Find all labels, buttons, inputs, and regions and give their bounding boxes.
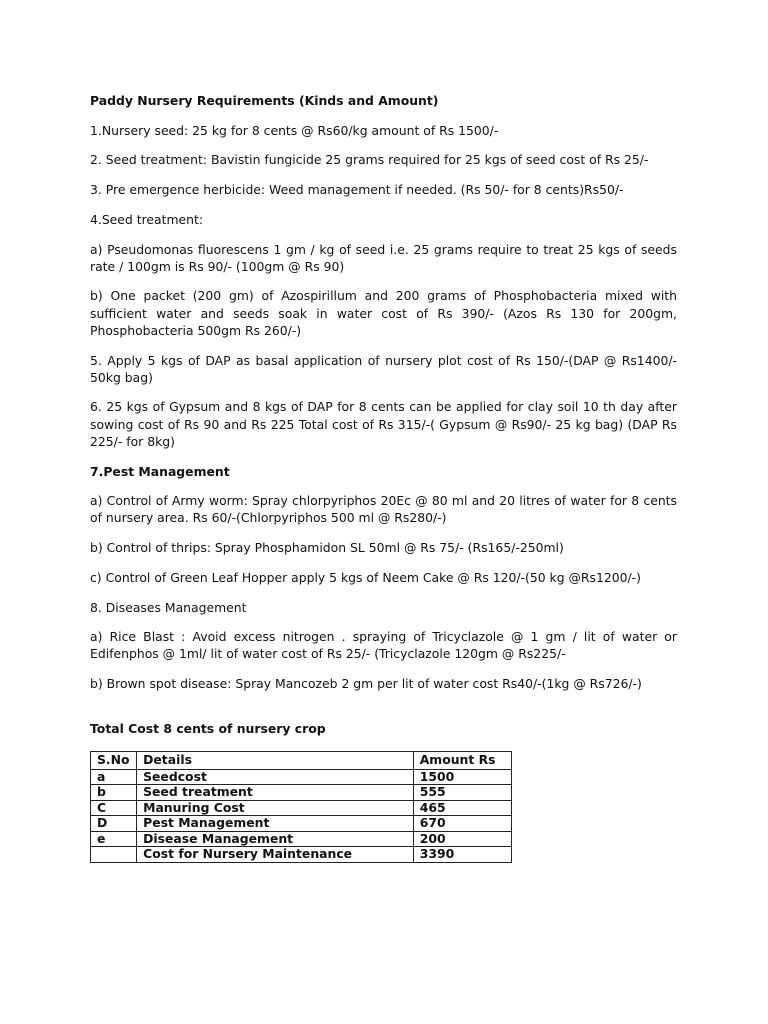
cell-amount: 555	[413, 785, 511, 801]
paragraph-army-worm: a) Control of Army worm: Spray chlorpyriphos 20Ec @ 80 ml and 20 litres of water for 8 cents of nursery area. Rs 60/-(Chlorpyriphos 500 ml @ Rs280/-)	[90, 493, 677, 526]
paragraph-azospirillum: b) One packet (200 gm) of Azospirillum and 200 grams of Phosphobacteria mixed with sufficient water and seeds soak in water cost of Rs 390/- (Azos Rs 130 for 200gm, Phosphobacteria 500gm Rs 260/-)	[90, 288, 677, 338]
pest-management-heading: 7.Pest Management	[90, 463, 230, 479]
table-header-row	[91, 752, 512, 770]
cell-details: Cost for Nursery Maintenance	[137, 847, 414, 863]
cell-details: Manuring Cost	[137, 800, 414, 816]
paragraph-seed-treatment-heading: 4.Seed treatment:	[90, 211, 204, 227]
total-cost-heading: Total Cost 8 cents of nursery crop	[90, 721, 326, 737]
cell-details: Disease Management	[137, 831, 414, 847]
cell-details: Seed treatment	[137, 785, 414, 801]
cell-amount: 3390	[413, 847, 511, 863]
cell-amount: 1500	[413, 769, 511, 785]
cost-table	[90, 751, 512, 863]
paragraph-dap: 5. Apply 5 kgs of DAP as basal application of nursery plot cost of Rs 150/-(DAP @ Rs1400/- 50kg bag)	[90, 352, 677, 385]
table-row	[91, 831, 512, 847]
paragraph-rice-blast: a) Rice Blast : Avoid excess nitrogen . spraying of Tricyclazole @ 1 gm / lit of water or Edifenphos @ 1ml/ lit of water cost of Rs 25/- (Tricyclazole 120gm @ Rs225/-	[90, 629, 677, 662]
table-row	[91, 800, 512, 816]
document-page	[90, 92, 677, 863]
paragraph-seed-treatment: 2. Seed treatment: Bavistin fungicide 25 grams required for 25 kgs of seed cost of Rs 25/-	[90, 152, 649, 168]
cell-sno: b	[91, 785, 137, 801]
cell-amount: 200	[413, 831, 511, 847]
cell-amount: 670	[413, 816, 511, 832]
paragraph-brown-spot: b) Brown spot disease: Spray Mancozeb 2 gm per lit of water cost Rs40/-(1kg @ Rs726/-)	[90, 676, 642, 692]
table-row-total	[91, 847, 512, 863]
table-row	[91, 785, 512, 801]
header-details: Details	[137, 752, 414, 770]
header-sno: S.No	[91, 752, 137, 770]
header-amount: Amount Rs	[413, 752, 511, 770]
cell-sno: e	[91, 831, 137, 847]
cell-sno: C	[91, 800, 137, 816]
cell-sno	[91, 847, 137, 863]
cell-details: Pest Management	[137, 816, 414, 832]
table-row	[91, 816, 512, 832]
paragraph-gypsum: 6. 25 kgs of Gypsum and 8 kgs of DAP for 8 cents can be applied for clay soil 10 th day after sowing cost of Rs 90 and Rs 225 Total cost of Rs 315/-( Gypsum @ Rs90/- 25 kg bag) (DAP Rs 225/- for 8kg)	[90, 399, 677, 449]
cell-sno: a	[91, 769, 137, 785]
cell-amount: 465	[413, 800, 511, 816]
cell-sno: D	[91, 816, 137, 832]
table-row	[91, 769, 512, 785]
document-title: Paddy Nursery Requirements (Kinds and Amount)	[90, 93, 439, 108]
paragraph-nursery-seed: 1.Nursery seed: 25 kg for 8 cents @ Rs60/kg amount of Rs 1500/-	[90, 122, 499, 138]
paragraph-pseudomonas: a) Pseudomonas fluorescens 1 gm / kg of seed i.e. 25 grams require to treat 25 kgs of seeds rate / 100gm is Rs 90/- (100gm @ Rs 90)	[90, 241, 677, 274]
paragraph-herbicide: 3. Pre emergence herbicide: Weed management if needed. (Rs 50/- for 8 cents)Rs50/-	[90, 182, 624, 198]
cell-details: Seedcost	[137, 769, 414, 785]
paragraph-leaf-hopper: c) Control of Green Leaf Hopper apply 5 kgs of Neem Cake @ Rs 120/-(50 kg @Rs1200/-)	[90, 569, 641, 585]
paragraph-thrips: b) Control of thrips: Spray Phosphamidon SL 50ml @ Rs 75/- (Rs165/-250ml)	[90, 540, 564, 556]
disease-management-heading: 8. Diseases Management	[90, 599, 247, 615]
